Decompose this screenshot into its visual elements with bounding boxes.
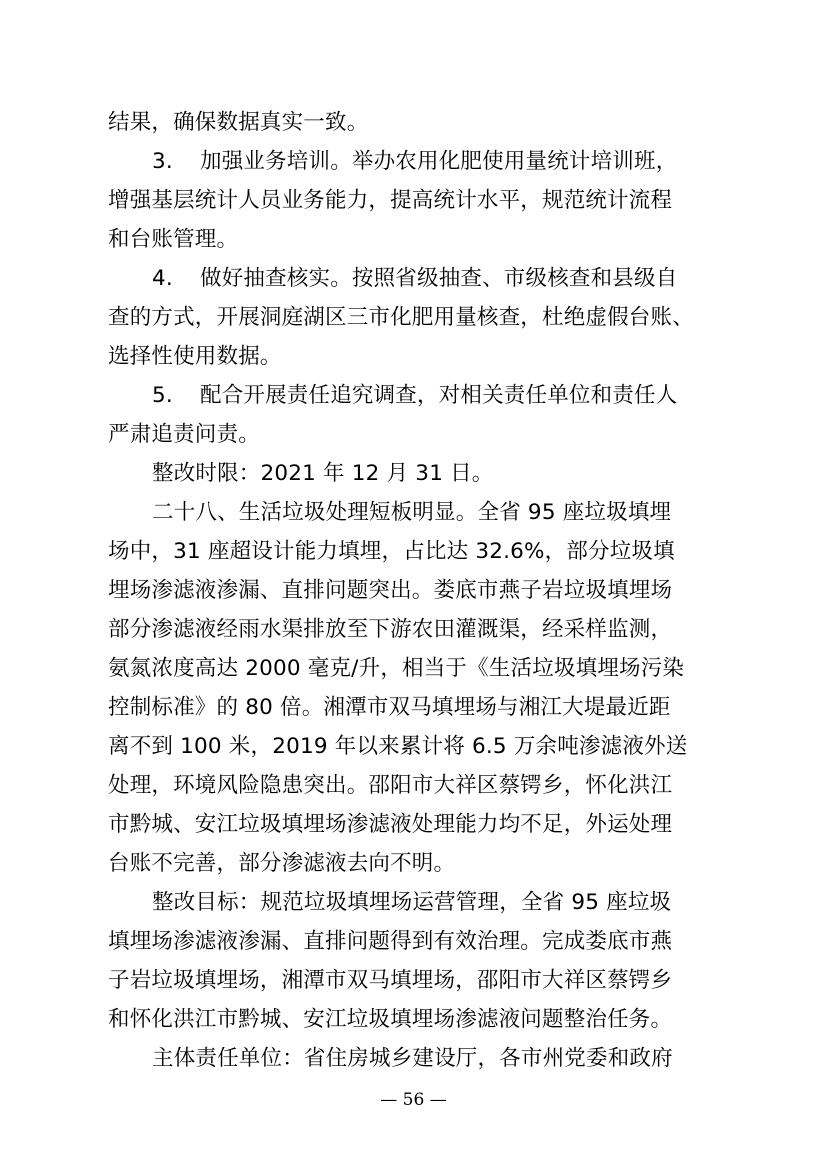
list-number: 4. (152, 266, 173, 291)
text-line: 配合开展责任追究调查，对相关责任单位和责任人 (200, 383, 678, 408)
list-number: 5. (152, 383, 173, 408)
list-item-3 (152, 147, 728, 177)
text-line: 台账不完善，部分渗滤液去向不明。 (108, 851, 456, 876)
text-line: 和台账管理。 (108, 227, 239, 252)
text-line: 子岩垃圾填埋场，湘潭市双马填埋场，邵阳市大祥区蔡锷乡 (108, 968, 673, 993)
text-line: 加强业务培训。举办农用化肥使用量统计培训班， (200, 149, 678, 174)
target-line: 整改目标：规范垃圾填埋场运营管理，全省 95 座垃圾 (152, 890, 672, 915)
list-item-4 (152, 264, 728, 294)
text-line: 处理，环境风险隐患突出。邵阳市大祥区蔡锷乡，怀化洪江 (108, 773, 673, 798)
text-line: 选择性使用数据。 (108, 344, 282, 369)
page-number: — 56 — (380, 1090, 447, 1110)
deadline-line: 整改时限：2021 年 12 月 31 日。 (152, 461, 494, 486)
text-line: 和怀化洪江市黔城、安江垃圾填埋场渗滤液问题整治任务。 (108, 1007, 673, 1032)
text-line: 离不到 100 米，2019 年以来累计将 6.5 万余吨渗滤液外送 (108, 734, 688, 759)
list-item-5 (152, 381, 728, 411)
text-line: 严肃追责问责。 (108, 422, 260, 447)
text-line: 做好抽查核实。按照省级抽查、市级核查和县级自 (200, 266, 678, 291)
list-number: 3. (152, 149, 173, 174)
text-line: 结果，确保数据真实一致。 (108, 110, 369, 135)
text-line: 控制标准》的 80 倍。湘潭市双马填埋场与湘江大堤最近距 (108, 695, 671, 720)
text-line: 部分渗滤液经雨水渠排放至下游农田灌溉渠，经采样监测， (108, 617, 673, 642)
text-line: 市黔城、安江垃圾填埋场渗滤液处理能力均不足，外运处理 (108, 812, 673, 837)
text-line: 查的方式，开展洞庭湖区三市化肥用量核查，杜绝虚假台账、 (108, 305, 694, 330)
text-line: 填埋场渗滤液渗漏、直排问题得到有效治理。完成娄底市燕 (108, 929, 673, 954)
section-heading: 二十八、生活垃圾处理短板明显。全省 95 座垃圾填埋 (152, 500, 672, 525)
text-line: 场中，31 座超设计能力填埋，占比达 32.6%，部分垃圾填 (108, 539, 675, 564)
text-line: 氨氮浓度高达 2000 毫克/升，相当于《生活垃圾填埋场污染 (108, 656, 685, 681)
text-line: 埋场渗滤液渗漏、直排问题突出。娄底市燕子岩垃圾填埋场 (108, 578, 673, 603)
text-line: 增强基层统计人员业务能力，提高统计水平，规范统计流程 (108, 188, 673, 213)
responsibility-line: 主体责任单位：省住房城乡建设厅，各市州党委和政府 (152, 1046, 673, 1071)
